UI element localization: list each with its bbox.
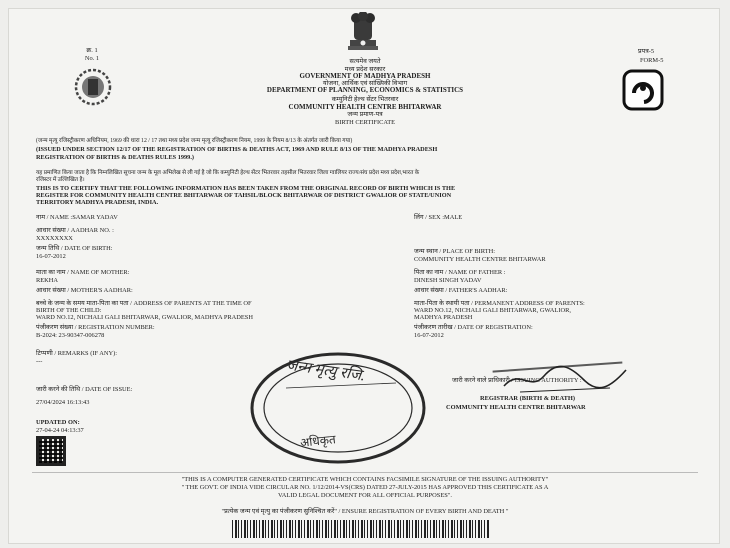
addr-birth-label-2: BIRTH OF THE CHILD: bbox=[36, 307, 102, 314]
name-row bbox=[36, 214, 118, 222]
department-hindi: योजना, आर्थिक एवं सांख्यिकी विभाग bbox=[322, 80, 408, 87]
form-no-hindi: प्रपत्र-5 bbox=[638, 48, 655, 55]
sr-no-hindi: क्र. 1 bbox=[86, 47, 98, 54]
authority-line-1: REGISTRAR (BIRTH & DEATH) bbox=[480, 395, 575, 402]
signature-icon bbox=[500, 358, 630, 398]
updated-label: UPDATED ON: bbox=[36, 419, 80, 426]
ensure-registration: "प्रत्येक जन्म एवं मृत्यु का पंजीकरण सुनिश्चित करें" / ENSURE REGISTRATION OF EVERY BIRTH AND DEATH " bbox=[221, 508, 509, 515]
father-value: DINESH SINGH YADAV bbox=[414, 277, 482, 284]
motto: सत्यमेव जयते bbox=[349, 58, 381, 65]
sex-label: लिंग / SEX : bbox=[414, 214, 445, 221]
footer-line-2: " THE GOVT. OF INDIA VIDE CIRCULAR NO. 1/12/2014-VS(CRS) DATED 27-JULY-2015 HAS APPROVED THIS CERTIFICATE AS A bbox=[181, 484, 549, 491]
father-aadhar-label: आधार संख्या / FATHER'S AADHAR: bbox=[414, 287, 508, 294]
certify-hindi-line-1: यह प्रमाणित किया जाता है कि निम्नलिखित सूचना जन्म के मूल अभिलेख से ली गई है जो कि कम्युनिटी हेल्थ सेंटर भितरवार तहसील भितरवार जिला ग्वालियर राज्य/संघ प्रदेश मध्य प्रदेश,भारत के bbox=[36, 170, 420, 176]
form-no: FORM-5 bbox=[640, 57, 664, 64]
seal-bottom-text: अधिकृत bbox=[299, 432, 337, 450]
addr-birth-label-1: बच्चे के जन्म के समय माता-पिता का पता / ADDRESS OF PARENTS AT THE TIME OF bbox=[36, 300, 252, 307]
dob-value: 16-07-2012 bbox=[36, 253, 66, 260]
barcode-icon bbox=[232, 520, 490, 538]
mother-value: REKHA bbox=[36, 277, 59, 284]
reg-date-value: 16-07-2012 bbox=[414, 332, 444, 339]
certify-hindi-line-2: रजिस्टर में उल्लिखित है। bbox=[36, 177, 85, 183]
certificate-title-hindi: जन्म प्रमाण-पत्र bbox=[347, 111, 383, 118]
addr-birth-value: WARD NO.12, NICHALI GALI BHITARWAR, GWALIOR, MADHYA PRADESH bbox=[36, 314, 253, 321]
reg-date-label: पंजीकरण तारीख / DATE OF REGISTRATION: bbox=[414, 324, 533, 331]
remarks-label: टिप्पणी / REMARKS (IF ANY): bbox=[36, 350, 118, 357]
aadhar-label: आधार संख्या / AADHAR NO. : bbox=[36, 227, 114, 234]
father-label: पिता का नाम / NAME OF FATHER : bbox=[414, 269, 506, 276]
mp-govt-logo-icon bbox=[74, 66, 112, 108]
department-name: DEPARTMENT OF PLANNING, ECONOMICS & STATISTICS bbox=[266, 86, 464, 94]
issued-under-hindi: (जन्म मृत्यु रजिस्ट्रीकरण अधिनियम, 1969 की धारा 12 / 17 तथा मध्य प्रदेश जन्म मृत्यु रजिस्ट्रीकरण नियम, 1999 के नियम 8/13 के अंतर्गत जारी किया गया) bbox=[36, 138, 353, 144]
name-label: नाम / NAME : bbox=[36, 214, 73, 221]
mother-aadhar-label: आधार संख्या / MOTHER'S AADHAR: bbox=[36, 287, 133, 294]
government-name: GOVERNMENT OF MADHYA PRADESH bbox=[299, 72, 431, 80]
authority-label: जारी करने वाले प्राधिकारी / ISSUING AUTHORITY : bbox=[452, 377, 582, 384]
centre-hindi: कम्युनिटी हेल्थ सेंटर भितरवार bbox=[331, 96, 399, 103]
footer-line-1: "THIS IS A COMPUTER GENERATED CERTIFICATE WHICH CONTAINS FACSIMILE SIGNATURE OF THE ISSUING AUTHORITY" bbox=[181, 476, 549, 483]
seal-top-text: जन्म मृत्यु रजि. bbox=[285, 357, 366, 385]
sex-row bbox=[414, 214, 462, 222]
aadhar-value: XXXXXXXX bbox=[36, 235, 73, 242]
footer-line-3: VALID LEGAL DOCUMENT FOR ALL OFFICIAL PURPOSES". bbox=[277, 492, 453, 499]
updated-value: 27-04-24 04:13:37 bbox=[36, 427, 84, 434]
certificate-title: BIRTH CERTIFICATE bbox=[334, 119, 396, 126]
centre-name: COMMUNITY HEALTH CENTRE BHITARWAR bbox=[288, 103, 442, 111]
qr-code-icon bbox=[36, 436, 66, 466]
perm-addr-value-1: WARD NO.12, NICHALI GALI BHITARWAR, GWALIOR, bbox=[414, 307, 571, 314]
state-hindi: मध्य प्रदेश सरकार bbox=[344, 66, 386, 73]
issued-under-line-2: REGISTRATION OF BIRTHS & DEATHS RULES 1999.) bbox=[36, 154, 194, 161]
certify-line-1: THIS IS TO CERTIFY THAT THE FOLLOWING INFORMATION HAS BEEN TAKEN FROM THE ORIGINAL RECORD OF BIRTH WHICH IS THE bbox=[36, 185, 456, 192]
authority-line-2: COMMUNITY HEALTH CENTRE BHITARWAR bbox=[446, 404, 586, 411]
issued-under-line-1: (ISSUED UNDER SECTION 12/17 OF THE REGISTRATION OF BIRTHS & DEATHS ACT, 1969 AND RULE 8/13 OF THE MADHYA PRADESH bbox=[36, 146, 438, 153]
dob-label: जन्म तिथि / DATE OF BIRTH: bbox=[36, 245, 113, 252]
national-emblem-icon bbox=[340, 12, 386, 56]
issue-date-value: 27/04/2024 16:13:43 bbox=[36, 399, 90, 406]
health-logo-icon bbox=[622, 69, 664, 111]
mother-label: माता का नाम / NAME OF MOTHER: bbox=[36, 269, 130, 276]
pob-value: COMMUNITY HEALTH CENTRE BHITARWAR bbox=[414, 256, 546, 263]
perm-addr-label: माता-पिता के स्थायी पता / PERMANENT ADDRESS OF PARENTS: bbox=[414, 300, 585, 307]
issue-date-label: जारी करने की तिथि / DATE OF ISSUE: bbox=[36, 386, 133, 393]
certify-line-3: TERRITORY MADHYA PRADESH, INDIA. bbox=[36, 199, 159, 206]
perm-addr-value-2: MADHYA PRADESH bbox=[414, 314, 473, 321]
sr-no: No. 1 bbox=[84, 55, 100, 62]
certify-line-2: REGISTER FOR COMMUNITY HEALTH CENTRE BHITARWAR OF TAHSIL/BLOCK BHITARWAR OF DISTRICT GWALIOR OF STATE/UNION bbox=[36, 192, 452, 199]
sex-value: MALE bbox=[444, 214, 463, 221]
reg-no-value: B-2024: 23-90347-006278 bbox=[36, 332, 105, 339]
pob-label: जन्म स्थान / PLACE OF BIRTH: bbox=[414, 248, 495, 255]
name-value: SAMAR YADAV bbox=[72, 214, 118, 221]
remarks-value: --- bbox=[36, 358, 43, 365]
reg-no-label: पंजीकरण संख्या / REGISTRATION NUMBER: bbox=[36, 324, 155, 331]
